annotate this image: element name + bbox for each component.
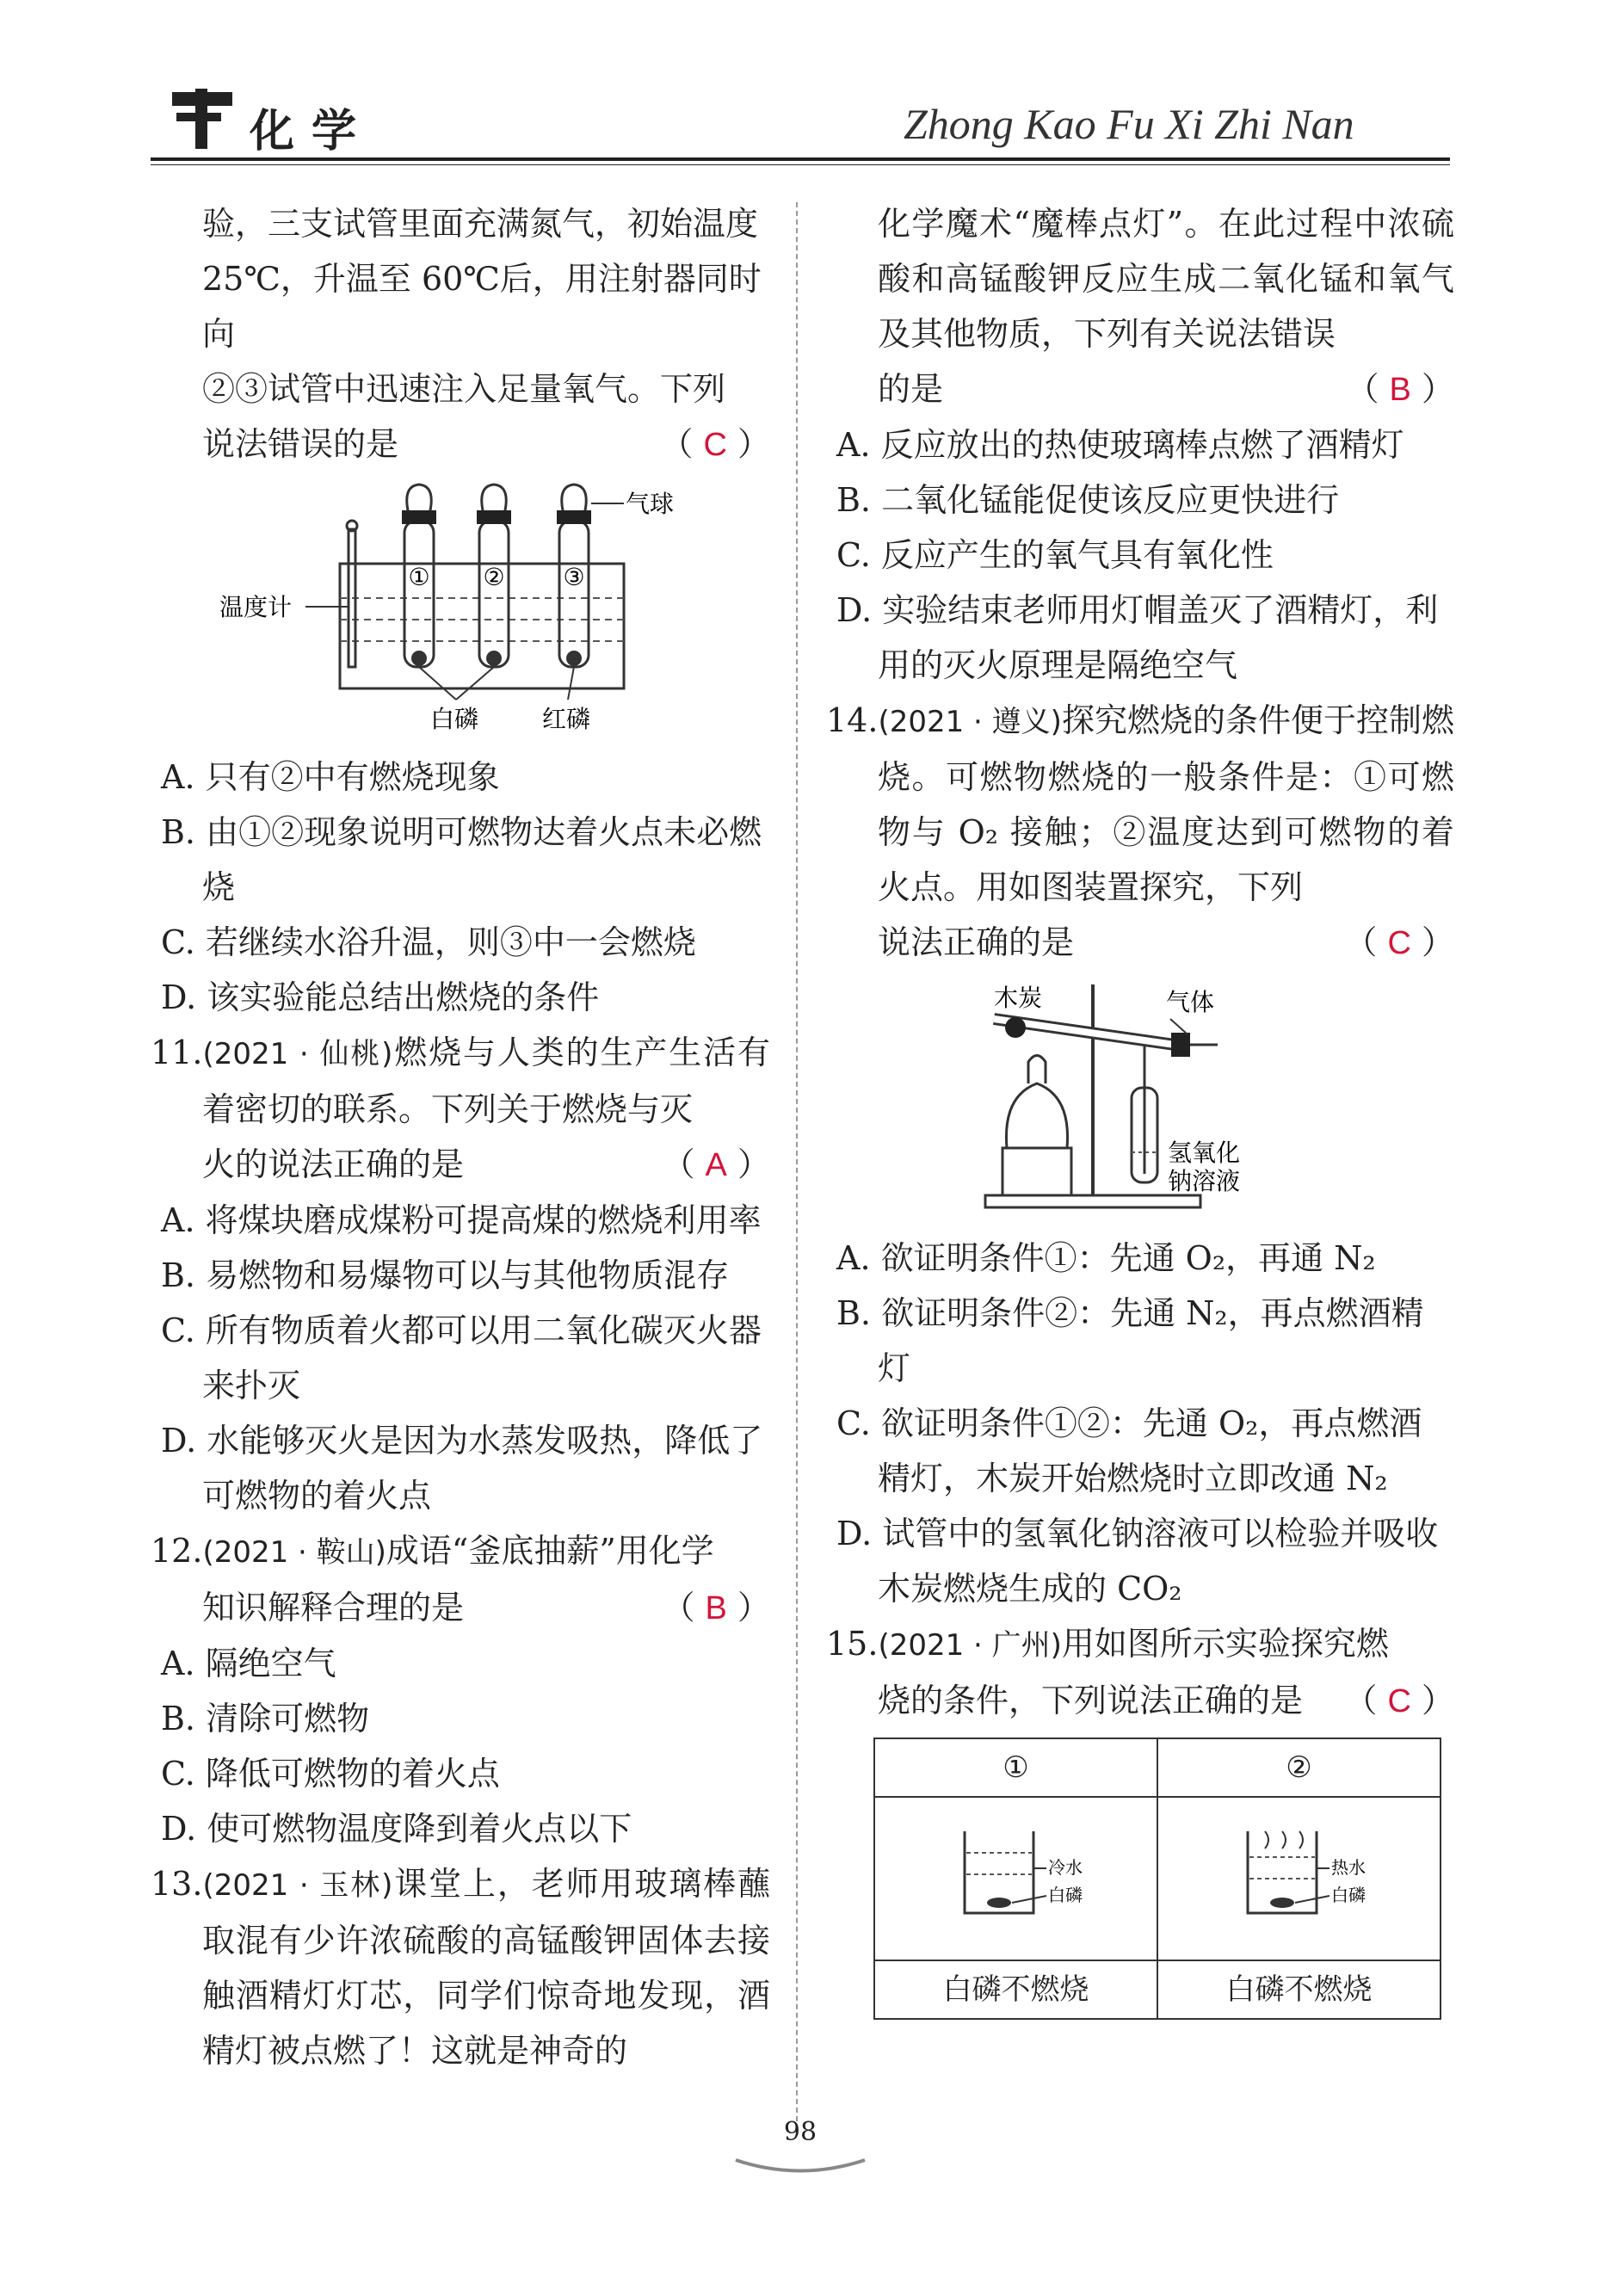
red-phosphorus-label: 红磷 xyxy=(542,705,591,733)
q12-source: (2021 · 鞍山) xyxy=(202,1535,386,1570)
q11-stem-text: 燃烧与人类的生产生活有着密切的联系。下列关于燃烧与灭 xyxy=(202,1034,770,1128)
q13-option-d: D. 实验结束老师用灯帽盖灭了酒精灯，利用的灭火原理是隔绝空气 xyxy=(836,591,1439,684)
q14-option-c: C. 欲证明条件①②：先通 O₂，再点燃酒精灯，木炭开始燃烧时立即改通 N₂ xyxy=(836,1404,1422,1497)
q14-answer: （ C ） xyxy=(1344,923,1454,961)
q14-source: (2021 · 遵义) xyxy=(878,705,1062,739)
q12-option-c: C. 降低可燃物的着火点 xyxy=(161,1755,500,1793)
header-rule-thin xyxy=(151,164,1450,165)
q12-answer: （ B ） xyxy=(662,1589,770,1626)
table-header-1: ① xyxy=(874,1738,1157,1797)
q13-last-line xyxy=(826,361,1454,417)
q11-stem xyxy=(151,1025,770,1137)
q15-last-text: 烧的条件，下列说法正确的是 xyxy=(878,1682,1304,1719)
header-rule xyxy=(151,157,1450,161)
q14-number: 14. xyxy=(826,701,879,739)
q15-answer-letter: C xyxy=(1387,1683,1411,1719)
naoh-label-line1: 氢氧化 xyxy=(1168,1139,1241,1167)
white-phosphorus-label: 白磷 xyxy=(430,705,479,733)
q12-option-a: A. 隔绝空气 xyxy=(161,1645,336,1682)
header-title: Zhong Kao Fu Xi Zhi Nan xyxy=(904,100,1354,148)
q12-stem xyxy=(151,1523,770,1580)
q13-option-b: B. 二氧化锰能促使该反应更快进行 xyxy=(836,481,1340,519)
white-p-label-1: 白磷 xyxy=(1047,1884,1083,1905)
beaker-cold-icon xyxy=(930,1818,1102,1922)
q13-number: 13. xyxy=(151,1865,203,1903)
q14-answer-letter: C xyxy=(1387,925,1411,961)
balloon-label: 气球 xyxy=(626,490,675,518)
table-cell-hot-water xyxy=(1157,1797,1441,1960)
q11-answer: （ A ） xyxy=(662,1145,770,1183)
header-subject: 化学 xyxy=(250,105,374,157)
q11-number: 11. xyxy=(151,1034,203,1071)
table-header-2: ② xyxy=(1157,1738,1441,1797)
q11-answer-letter: A xyxy=(705,1147,727,1183)
q12-option-d: D. 使可燃物温度降到着火点以下 xyxy=(161,1810,632,1848)
q14-option-a: A. 欲证明条件①：先通 O₂，再通 N₂ xyxy=(836,1239,1376,1277)
q10-answer: （ C ） xyxy=(660,425,770,463)
tube-1-label: ① xyxy=(408,563,430,591)
header-logo xyxy=(168,82,237,151)
q11-option-d: D. 水能够灭火是因为水蒸发吸热，降低了可燃物的着火点 xyxy=(161,1422,763,1515)
q10-option-a: A. 只有②中有燃烧现象 xyxy=(161,758,500,796)
q14-stem xyxy=(826,693,1454,915)
q10-line3: ②③试管中迅速注入足量氧气。下列 xyxy=(202,370,726,408)
q12-stem-text: 成语“釜底抽薪”用化学 xyxy=(386,1532,714,1570)
charcoal-label: 木炭 xyxy=(994,984,1043,1012)
q12-option-b: B. 清除可燃物 xyxy=(161,1700,370,1737)
q10-option-d: D. 该实验能总结出燃烧的条件 xyxy=(161,978,600,1016)
q11-last-line xyxy=(151,1137,770,1193)
q13-continued: 化学魔术“魔棒点灯”。在此过程中浓硫酸和高锰酸钾反应生成二氧化锰和氧气及其他物质，下列有关说法错误 xyxy=(878,205,1454,353)
q12-answer-letter: B xyxy=(705,1590,727,1626)
q13-answer: （ B ） xyxy=(1346,370,1454,408)
right-column xyxy=(826,196,1454,2020)
column-divider xyxy=(796,202,798,2121)
q11-last-text: 火的说法正确的是 xyxy=(202,1145,465,1183)
page-number-ornament xyxy=(731,2143,869,2177)
q12-last-line xyxy=(151,1580,770,1636)
q13-option-c: C. 反应产生的氧气具有氧化性 xyxy=(836,536,1274,574)
q10-answer-letter: C xyxy=(703,427,727,463)
q15-table xyxy=(873,1737,1441,2020)
q15-stem-text: 用如图所示实验探究燃 xyxy=(1061,1625,1389,1663)
q11-source: (2021 · 仙桃) xyxy=(202,1037,393,1071)
beaker-hot-icon xyxy=(1213,1818,1385,1922)
q15-answer: （ C ） xyxy=(1344,1682,1454,1719)
q10-last-text: 说法错误的是 xyxy=(202,425,399,463)
q14-option-d: D. 试管中的氢氧化钠溶液可以检验并吸收木炭燃烧生成的 CO₂ xyxy=(836,1515,1439,1608)
table-result-2: 白磷不燃烧 xyxy=(1157,1960,1441,2019)
q13-source: (2021 · 玉林) xyxy=(202,1868,393,1903)
q10-last-line xyxy=(151,417,770,472)
q12-last-text: 知识解释合理的是 xyxy=(202,1589,465,1626)
q14-last-line xyxy=(826,915,1454,971)
q13-stem-text: 课堂上，老师用玻璃棒蘸取混有少许浓硫酸的高锰酸钾固体去接触酒精灯灯芯，同学们惊奇地发现，酒精灯被点燃了！这就是神奇的 xyxy=(202,1865,770,2070)
figure-charcoal-apparatus xyxy=(968,976,1312,1225)
q15-source: (2021 · 广州) xyxy=(878,1628,1062,1663)
q10-option-c: C. 若继续水浴升温，则③中一会燃烧 xyxy=(161,923,696,961)
gas-label: 气体 xyxy=(1166,988,1215,1016)
q13-answer-letter: B xyxy=(1389,372,1411,408)
white-p-label-2: 白磷 xyxy=(1330,1884,1366,1905)
q11-option-a: A. 将煤块磨成煤粉可提高煤的燃烧利用率 xyxy=(161,1201,762,1239)
thermometer-label: 温度计 xyxy=(219,593,293,621)
q14-option-b: B. 欲证明条件②：先通 N₂，再点燃酒精灯 xyxy=(836,1294,1424,1387)
q13-option-a: A. 反应放出的热使玻璃棒点燃了酒精灯 xyxy=(836,426,1404,464)
cold-water-label: 冷水 xyxy=(1047,1856,1083,1878)
q15-stem xyxy=(826,1616,1454,1673)
tube-3-label: ③ xyxy=(563,563,585,591)
table-cell-cold-water xyxy=(874,1797,1157,1960)
q10-option-b: B. 由①②现象说明可燃物达着火点未必燃烧 xyxy=(161,813,762,906)
left-column xyxy=(151,196,770,2078)
table-result-1: 白磷不燃烧 xyxy=(874,1960,1157,2019)
q11-option-c: C. 所有物质着火都可以用二氧化碳灭火器来扑灭 xyxy=(161,1312,762,1404)
q11-option-b: B. 易燃物和易爆物可以与其他物质混存 xyxy=(161,1256,730,1294)
naoh-label-line2: 钠溶液 xyxy=(1168,1167,1241,1195)
q13-last-text: 的是 xyxy=(878,370,944,408)
q10-line1: 验，三支试管里面充满氮气，初始温度 xyxy=(202,205,759,243)
q15-last-line xyxy=(826,1673,1454,1729)
q14-stem-text: 探究燃烧的条件便于控制燃烧。可燃物燃烧的一般条件是：①可燃物与 O₂ 接触；②温度达到可燃物的着火点。用如图装置探究，下列 xyxy=(878,701,1454,906)
q10-line2: 25℃，升温至 60℃后，用注射器同时向 xyxy=(202,260,762,353)
q14-last-text: 说法正确的是 xyxy=(878,923,1075,961)
page-number: 98 xyxy=(783,2117,817,2147)
figure-test-tubes xyxy=(219,478,701,744)
q12-number: 12. xyxy=(151,1532,203,1570)
q15-number: 15. xyxy=(826,1625,879,1663)
q13-stem xyxy=(151,1856,770,2078)
tube-2-label: ② xyxy=(483,563,505,591)
hot-water-label: 热水 xyxy=(1330,1856,1366,1878)
